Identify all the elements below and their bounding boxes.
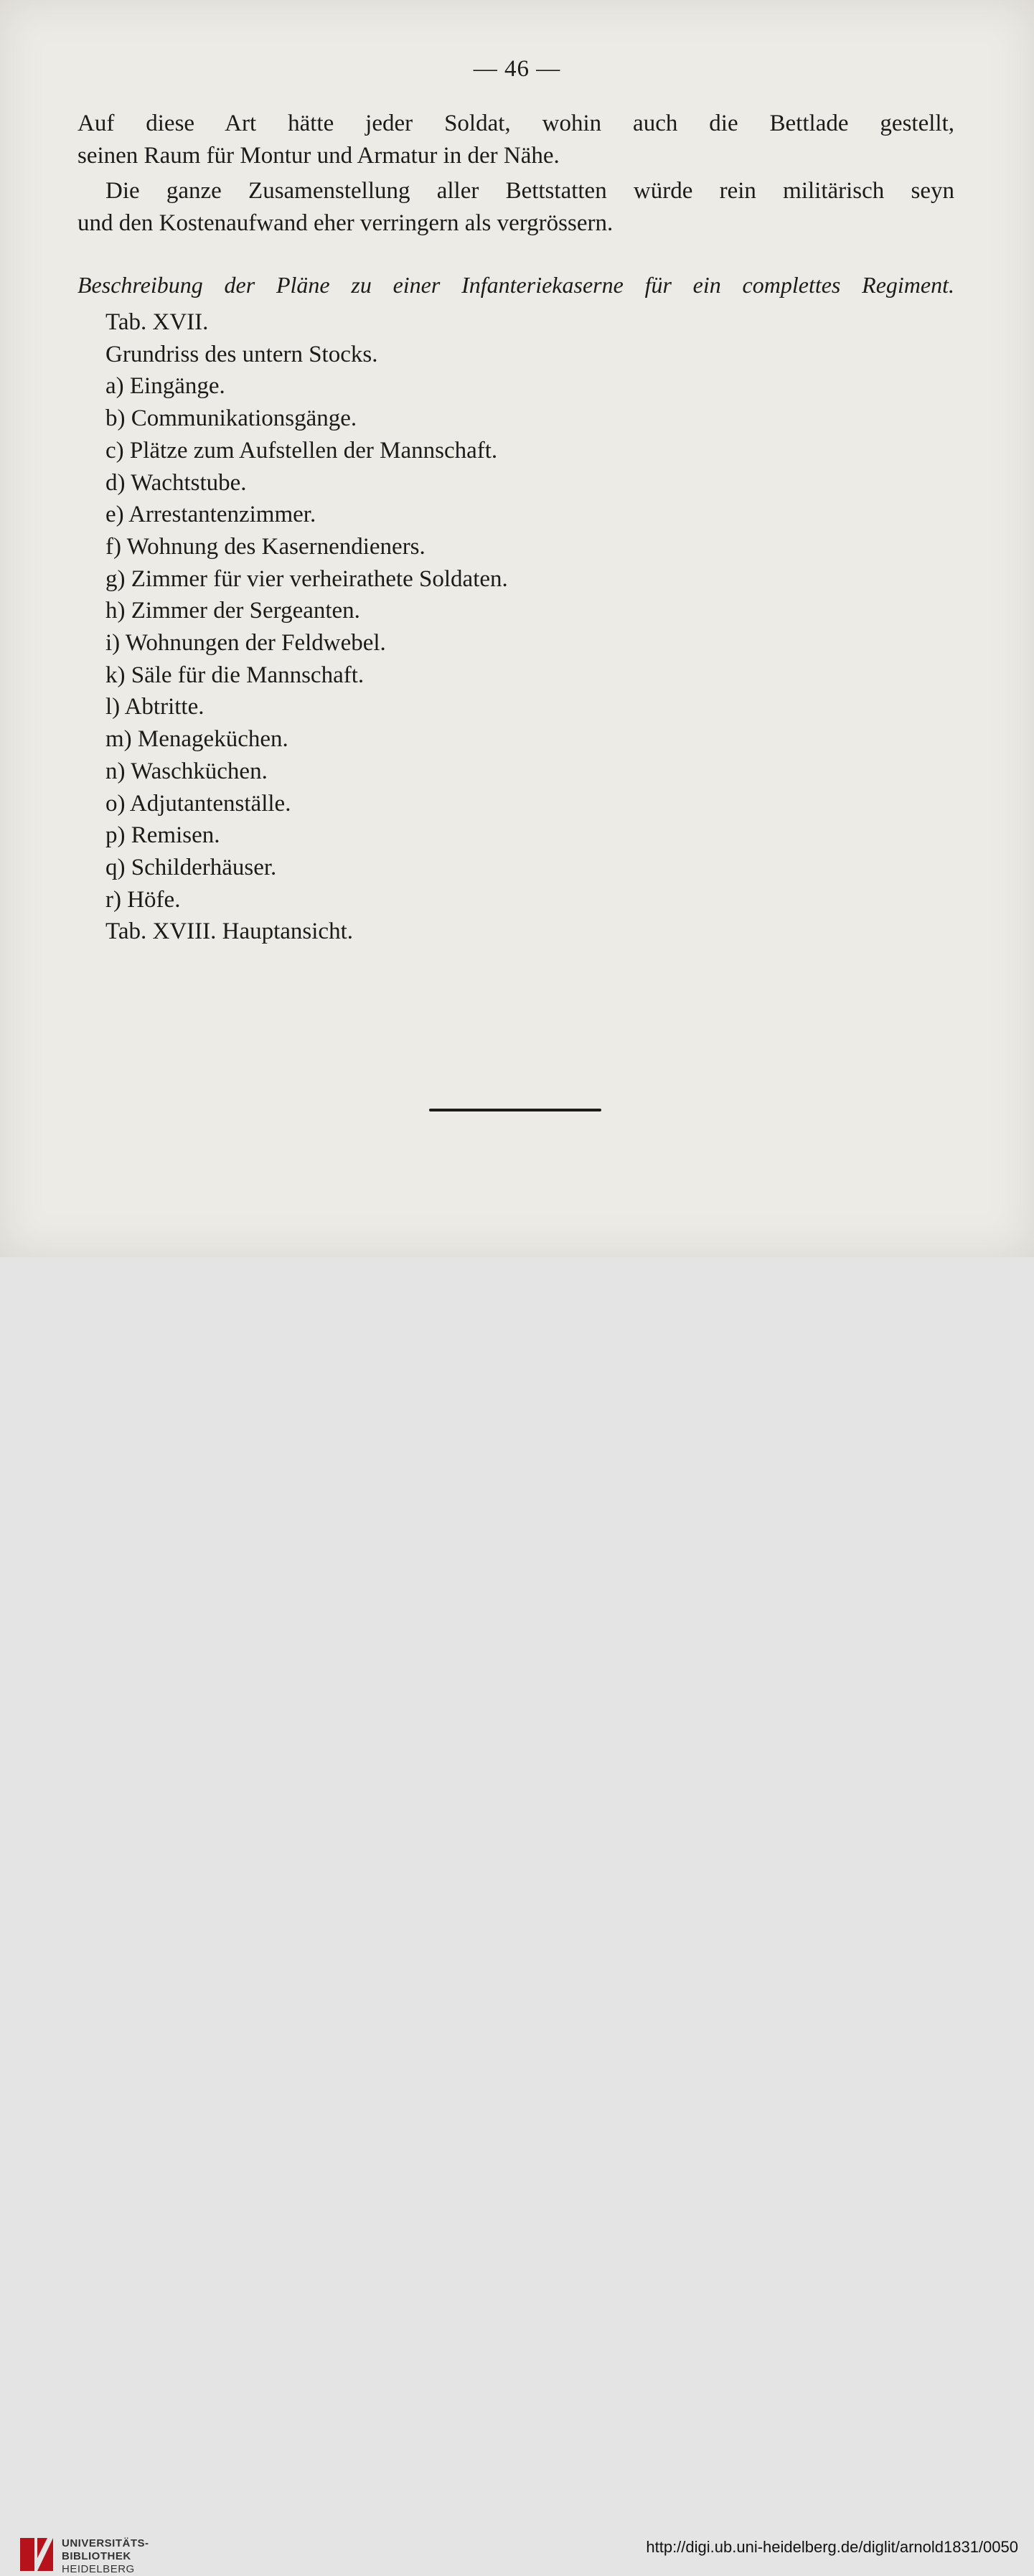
section-end-line bbox=[429, 1109, 601, 1111]
page-content bbox=[0, 0, 1034, 1257]
paragraph-1-line-1: Auf diese Art hätte jeder Soldat, wohin auch die Bettlade gestellt, bbox=[77, 111, 954, 136]
list-item: f) Wohnung des Kasernendieners. bbox=[105, 533, 426, 560]
list-item: o) Adjutantenställe. bbox=[105, 790, 291, 817]
list-item: m) Menageküchen. bbox=[105, 726, 288, 753]
viewer-footer bbox=[0, 1257, 1034, 2575]
list-item: Tab. XVIII. Hauptansicht. bbox=[105, 918, 354, 945]
list-item: e) Arrestantenzimmer. bbox=[105, 502, 316, 528]
library-name-line-1: UNIVERSITÄTS- bbox=[62, 2537, 149, 2549]
paragraph-2-line-2: und den Kostenaufwand eher verringern als vergrössern. bbox=[77, 210, 614, 236]
page-number: — 46 — bbox=[473, 56, 561, 82]
list-item: r) Höfe. bbox=[105, 886, 181, 913]
list-item: h) Zimmer der Sergeanten. bbox=[105, 598, 360, 624]
plan-list bbox=[105, 306, 508, 948]
list-item: q) Schilderhäuser. bbox=[105, 854, 277, 880]
list-item: k) Säle für die Mannschaft. bbox=[105, 662, 365, 688]
list-item: p) Remisen. bbox=[105, 822, 220, 849]
list-item: Grundriss des untern Stocks. bbox=[105, 341, 378, 367]
list-item: a) Eingänge. bbox=[105, 373, 225, 400]
list-item: n) Waschküchen. bbox=[105, 758, 268, 784]
permalink-url[interactable]: http://digi.ub.uni-heidelberg.de/diglit/arnold1831/0050 bbox=[646, 2538, 1018, 2556]
list-item: c) Plätze zum Aufstellen der Mannschaft. bbox=[105, 437, 498, 464]
library-name-line-3: HEIDELBERG bbox=[62, 2563, 135, 2575]
list-item: Tab. XVII. bbox=[105, 309, 209, 335]
section-heading: Beschreibung der Pläne zu einer Infanteriekaserne für ein complettes Regiment. bbox=[77, 272, 954, 298]
university-logo-icon bbox=[19, 2537, 55, 2572]
scanned-page bbox=[0, 0, 1034, 1257]
list-item: d) Wachtstube. bbox=[105, 469, 247, 496]
list-item: i) Wohnungen der Feldwebel. bbox=[105, 630, 386, 657]
library-name bbox=[62, 2537, 149, 2576]
list-item: b) Communikationsgänge. bbox=[105, 405, 357, 432]
paragraph-2-line-1: Die ganze Zusamenstellung aller Bettstatten würde rein militärisch seyn bbox=[105, 178, 954, 204]
library-name-line-2: BIBLIOTHEK bbox=[62, 2550, 131, 2562]
paragraph-1-line-2: seinen Raum für Montur und Armatur in der Nähe. bbox=[77, 143, 560, 169]
list-item: l) Abtritte. bbox=[105, 694, 205, 720]
list-item: g) Zimmer für vier verheirathete Soldaten. bbox=[105, 565, 508, 592]
